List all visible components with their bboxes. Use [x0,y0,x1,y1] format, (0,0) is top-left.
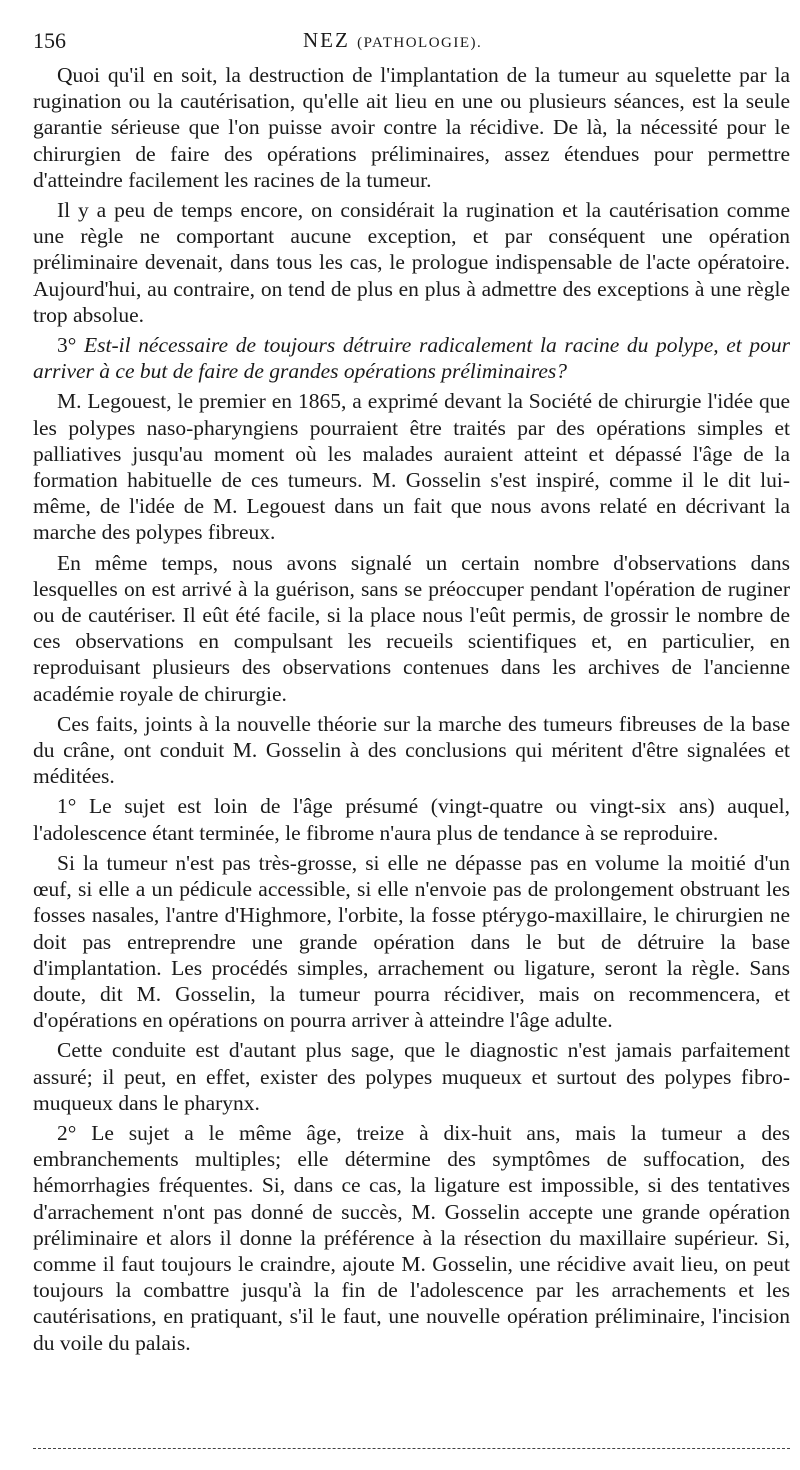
paragraph: Il y a peu de temps encore, on considérait la rugination et la cautérisation comme une règle ne comportant aucune exception, et par conséquent une opération préliminaire devenait, dans tous les cas, le prologue indispensable de l'acte opératoire. Aujourd'hui, au contraire, on tend de plus en plus à admettre des exceptions à une règle trop absolue. [33,198,790,327]
question-number: 3° [57,333,77,358]
footer-rule [33,1448,790,1449]
document-page [33,28,790,1356]
paragraph: En même temps, nous avons signalé un certain nombre d'observations dans lesquelles on est arrivé à la guérison, sans se préoccuper pendant l'opération de ruginer ou de cautériser. Il eût été facile, si la place nous l'eût permis, de grossir le nombre de ces observations en compulsant les recueils scientifiques et, en particulier, en reproduisant plusieurs des observations contenues dans les archives de l'ancienne académie royale de chirurgie. [33,550,790,706]
paragraph: Cette conduite est d'autant plus sage, que le diagnostic n'est jamais parfaitement assuré; il peut, en effet, exister des polypes muqueux et surtout des polypes fibro-muqueux dans le pharynx. [33,1038,790,1115]
running-title [303,28,482,53]
paragraph-question [33,332,790,384]
body-text [33,62,790,1356]
paragraph: Ces faits, joints à la nouvelle théorie sur la marche des tumeurs fibreuses de la base du crâne, ont conduit M. Gosselin à des conclusions qui méritent d'être signalées et méditées. [33,711,790,789]
paragraph: 2° Le sujet a le même âge, treize à dix-huit ans, mais la tumeur a des embranchements multiples; elle détermine des symptômes de suffocation, des hémorrhagies fréquentes. Si, dans ce cas, la ligature est impossible, si des tentatives d'arrachement n'ont pas donné de succès, M. Gosselin accepte une grande opération préliminaire et alors il donne la préférence à la résection du maxillaire supérieur. Si, comme il faut toujours le craindre, ajoute M. Gosselin, une récidive avait lieu, on peut toujours la combattre jusqu'à la fin de l'adolescence par les arrachements et les cautérisations, en pratiquant, s'il le faut, une nouvelle opération préliminaire, l'incision du voile du palais. [33,1120,790,1355]
paragraph: M. Legouest, le premier en 1865, a exprimé devant la Société de chirurgie l'idée que les polypes naso-pharyngiens pourraient être traités par des opérations simples et palliatives jusqu'au moment où les malades auraient atteint et dépassé l'âge de la formation habituelle de ces tumeurs. M. Gosselin s'est inspiré, comme il le dit lui-même, de l'idée de M. Legouest dans un fait que nous avons relaté en décrivant la marche des polypes fibreux. [33,389,790,545]
running-head [33,28,790,62]
paragraph: 1° Le sujet est loin de l'âge présumé (vingt-quatre ou vingt-six ans) auquel, l'adolescence étant terminée, le fibrome n'aura plus de tendance à se reproduire. [33,794,790,845]
running-title-sub: (PATHOLOGIE). [357,35,483,51]
running-title-main: NEZ [303,28,350,52]
page-number: 156 [33,28,66,53]
question-text: Est-il nécessaire de toujours détruire radicalement la racine du polype, et pour arriver à ce but de faire de grandes opérations préliminaires? [33,333,790,384]
paragraph: Si la tumeur n'est pas très-grosse, si elle ne dépasse pas en volume la moitié d'un œuf, si elle a un pédicule accessible, si elle n'envoie pas de prolongement obstruant les fosses nasales, l'antre d'Highmore, l'orbite, la fosse ptérygo-maxillaire, le chirurgien ne doit pas entreprendre une grande opération dans le but de détruire la base d'implantation. Les procédés simples, arrachement ou ligature, seront la règle. Sans doute, dit M. Gosselin, la tumeur pourra récidiver, mais on recommencera, et d'opérations en opérations on pourra arriver à atteindre l'âge adulte. [33,850,790,1033]
paragraph: Quoi qu'il en soit, la destruction de l'implantation de la tumeur au squelette par la rugination ou la cautérisation, qu'elle ait lieu en une ou plusieurs séances, est la seule garantie sérieuse que l'on puisse avoir contre la récidive. De là, la nécessité pour le chirurgien de faire des opérations préliminaires, assez étendues pour permettre d'atteindre facilement les racines de la tumeur. [33,63,790,192]
